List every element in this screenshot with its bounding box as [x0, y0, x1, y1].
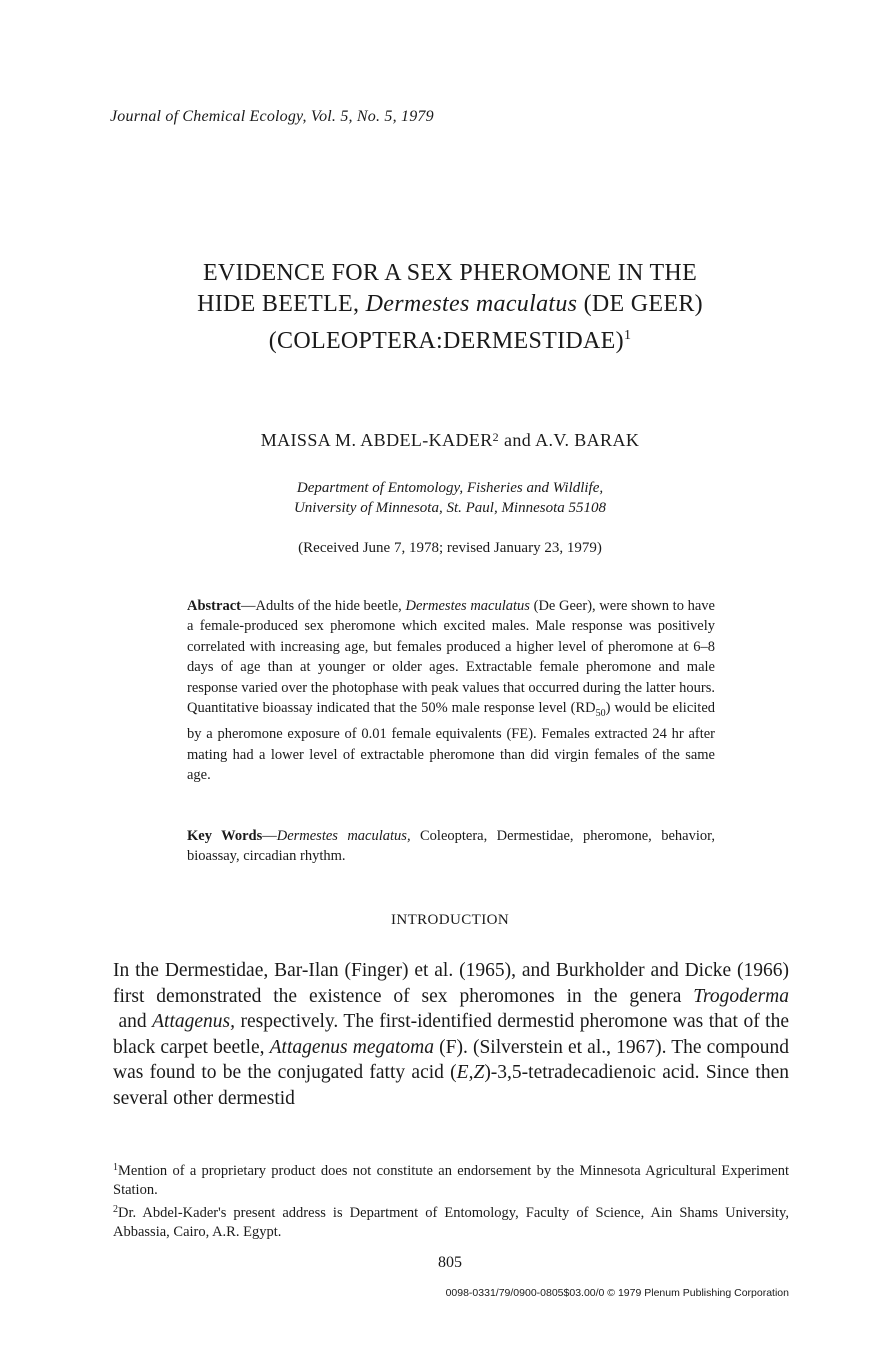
- key-words-species: Dermestes maculatus,: [276, 828, 411, 844]
- abstract-text-2: (De Geer), were shown to have a female-produced sex pheromone which excited males. Male response was positively correlated with increasing age, but females produced a higher level of pheromone at 6–8 days of age than at younger or older ages. Extractable female pheromone and male response varied over the photophase with peak values that occurred during the latter hours. Quantitative bioassay indicated that the 50% male response level (RD: [187, 598, 715, 717]
- intro-text-3: respectively. The first-identified dermestid pheromone was that of the black carpet beetle,: [113, 1011, 789, 1058]
- abstract-dash: —: [240, 598, 256, 614]
- key-words-rest: Coleoptera, Dermestidae, pheromone, behavior, bioassay, circadian rhythm.: [187, 828, 715, 865]
- abstract-text-3: ) would be elicited by a pheromone exposure of 0.01 female equivalents (FE). Females extracted 24 hr after mating had a lower level of extractable pheromone than did virgin females of the same age.: [187, 700, 716, 784]
- abstract-subscript: 50: [595, 707, 606, 719]
- footnote-1: [113, 1158, 789, 1200]
- title-line-2-prefix: HIDE BEETLE,: [197, 291, 366, 317]
- introduction-paragraph: [113, 958, 789, 1111]
- key-words-dash: —: [262, 828, 277, 844]
- section-heading-introduction: INTRODUCTION: [390, 912, 510, 928]
- abstract-species: Dermestes maculatus: [405, 598, 530, 614]
- author-2: A.V. BARAK: [535, 430, 640, 450]
- key-words-label: Key Words: [187, 828, 263, 844]
- intro-genus-2: Attagenus,: [152, 1011, 235, 1032]
- author-1-footnote-mark: 2: [492, 430, 500, 444]
- author-connector: and: [499, 430, 536, 450]
- author-1: MAISSA M. ABDEL-KADER: [260, 430, 493, 450]
- intro-species: Attagenus megatoma: [269, 1036, 434, 1058]
- abstract-text-1: Adults of the hide beetle,: [255, 598, 406, 614]
- received-dates: (Received June 7, 1978; revised January 23, 1979): [298, 540, 602, 556]
- intro-genus-1: Trogoderma: [693, 985, 789, 1007]
- intro-text-1: In the Dermestidae, Bar-Ilan (Finger) et al. (1965), and Burkholder and Dicke (1966) first demonstrated the existence of sex pheromones in the genera: [113, 960, 789, 1007]
- article-title: [100, 258, 800, 357]
- footnote-2-mark: 2: [113, 1204, 118, 1215]
- intro-text-4: (F). (Silverstein et al., 1967). The compound was found to be the conjugated fatty acid (: [113, 1036, 789, 1083]
- footnote-1-mark: 1: [113, 1162, 118, 1173]
- footnote-2-text: Dr. Abdel-Kader's present address is Department of Entomology, Faculty of Science, Ain Shams University, Abbassia, Cairo, A.R. Egypt.: [113, 1205, 789, 1240]
- key-words: [187, 826, 715, 867]
- abstract-label: Abstract: [187, 598, 241, 614]
- title-species: Dermestes maculatus: [365, 291, 578, 317]
- title-line-1: EVIDENCE FOR A SEX PHEROMONE IN THE: [202, 260, 698, 286]
- footnote-2: [113, 1200, 789, 1242]
- affiliation: [100, 478, 800, 518]
- footnote-1-text: Mention of a proprietary product does not constitute an endorsement by the Minnesota Agricultural Experiment Station.: [113, 1163, 789, 1198]
- journal-citation: Journal of Chemical Ecology, Vol. 5, No. 5, 1979: [110, 108, 434, 125]
- copyright-line: 0098-0331/79/0900-0805$03.00/0 © 1979 Plenum Publishing Corporation: [445, 1287, 789, 1299]
- intro-stereo: E,Z: [456, 1062, 485, 1083]
- author-list: [100, 430, 800, 451]
- intro-text-2: and: [113, 1011, 153, 1032]
- page-number: 805: [438, 1254, 462, 1271]
- title-line-2-suffix: (DE GEER): [577, 291, 703, 317]
- title-line-3-text: (COLEOPTERA:DERMESTIDAE): [268, 328, 624, 354]
- intro-text-5: )-3,5-tetradecadienoic acid. Since then several other dermestid: [113, 1062, 789, 1109]
- abstract: [187, 596, 715, 786]
- title-footnote-mark: 1: [623, 328, 632, 343]
- title-line-2: [100, 289, 800, 320]
- title-line-3: [100, 320, 800, 357]
- footnotes: [113, 1158, 789, 1242]
- affiliation-line-1: Department of Entomology, Fisheries and Wildlife,: [296, 480, 604, 496]
- affiliation-line-2: University of Minnesota, St. Paul, Minnesota 55108: [293, 500, 607, 516]
